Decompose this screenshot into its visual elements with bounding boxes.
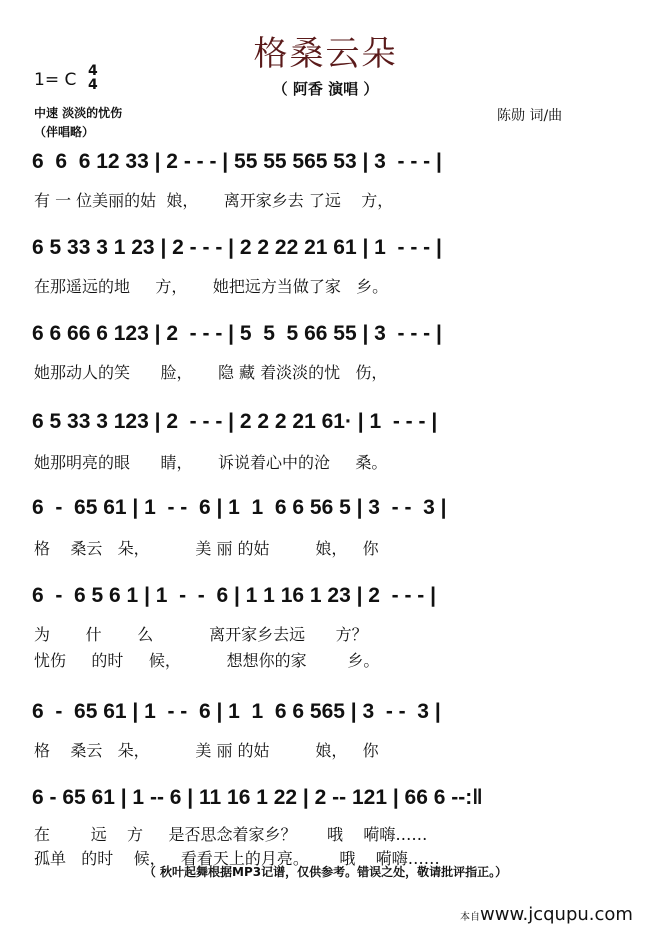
lyric-line-2: 孤单 的时 候， 看看天上的月亮。 哦 嗬嗨…… xyxy=(34,849,440,868)
lyric-line: 在 远 方 是否思念着家乡？ 哦 嗬嗨…… xyxy=(34,825,428,844)
lyric-line-2: 忧伤 的时 候， 想想你的家 乡。 xyxy=(34,651,380,670)
notation-line: 6 5 33 3 1 23 | 2 - - - | 2 2 22 21 61 | 1 - - - | xyxy=(32,236,442,259)
site-link[interactable]: www.jcqupu.com xyxy=(480,904,633,925)
lyric-line: 在那遥远的地 方， 她把远方当做了家 乡。 xyxy=(34,277,389,296)
key-signature: 1= C xyxy=(34,70,77,90)
lyric-line: 她那明亮的眼 睛， 诉说着心中的沧 桑。 xyxy=(34,453,388,472)
time-sig-bottom: 4 xyxy=(88,77,98,93)
lyric-line: 格 桑云 朵， 美 丽 的姑 娘， 你 xyxy=(34,539,379,558)
site-prefix: 本自 xyxy=(460,912,480,923)
song-title: 格桑云朵 xyxy=(253,34,398,74)
time-signature xyxy=(88,64,98,92)
notation-line: 6 - 65 61 | 1 - - 6 | 1 1 6 6 565 | 3 - - 3 | xyxy=(32,700,441,723)
site-watermark[interactable] xyxy=(460,904,633,925)
notation-line: 6 5 33 3 123 | 2 - - - | 2 2 2 21 61· | 1 - - - | xyxy=(32,410,438,433)
notation-line: 6 6 6 12 33 | 2 - - - | 55 55 565 53 | 3 - - - | xyxy=(32,150,442,173)
time-sig-top: 4 xyxy=(88,63,98,79)
notation-line: 6 - 6 5 6 1 | 1 - - 6 | 1 1 16 1 23 | 2 - - - | xyxy=(32,584,437,607)
lyric-line: 格 桑云 朵， 美 丽 的姑 娘， 你 xyxy=(34,741,379,760)
transcription-note: （ 秋叶起舞根据MP3记谱，仅供参考。错误之处，敬请批评指正。） xyxy=(143,865,508,879)
composer-credit: 陈勋 词/曲 xyxy=(497,108,563,124)
notation-line: 6 - 65 61 | 1 - - 6 | 1 1 6 6 56 5 | 3 - - 3 | xyxy=(32,496,447,519)
notation-line: 6 6 66 6 123 | 2 - - - | 5 5 5 66 55 | 3 - - - | xyxy=(32,322,442,345)
tempo-marking: 中速 淡淡的忧伤 xyxy=(34,106,123,120)
lyric-line: 有 一 位美丽的姑 娘， 离开家乡去 了远 方， xyxy=(34,191,394,210)
singer-label: （ 阿香 演唱 ） xyxy=(272,80,379,98)
lyric-line: 她那动人的笑 脸， 隐 藏 着淡淡的忧 伤， xyxy=(34,363,388,382)
notation-line: 6 - 65 61 | 1 -- 6 | 11 16 1 22 | 2 -- 121 | 66 6 --:‖ xyxy=(32,786,483,809)
lyric-line: 为 什 么 离开家乡去远 方？ xyxy=(34,625,368,644)
accompaniment-note: （伴唱略） xyxy=(34,125,95,139)
